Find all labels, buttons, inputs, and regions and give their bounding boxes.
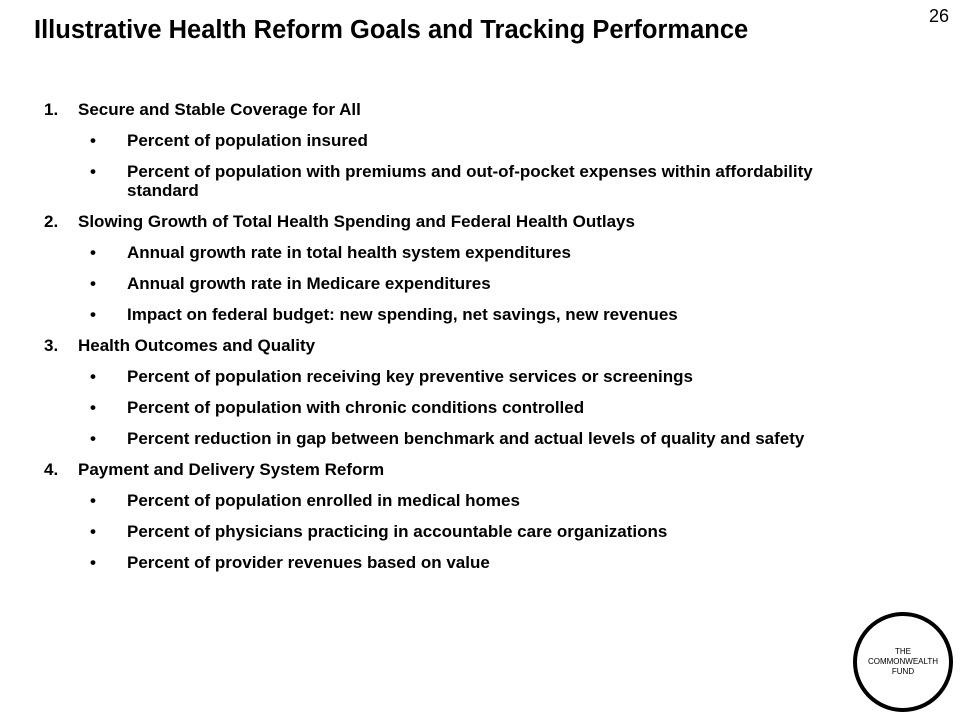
goal-3-heading	[44, 336, 884, 355]
bullet-text: Percent of population enrolled in medical homes	[127, 491, 520, 510]
bullet-icon: •	[90, 243, 96, 262]
logo-line-1: THE	[894, 647, 911, 656]
goal-label: Health Outcomes and Quality	[78, 336, 316, 355]
bullet-item	[90, 491, 884, 510]
goal-number: 3.	[44, 336, 59, 355]
bullet-item	[90, 305, 884, 324]
bullet-item	[90, 429, 884, 448]
page-number: 26	[928, 6, 949, 26]
bullet-icon: •	[90, 305, 96, 324]
bullet-text: Annual growth rate in total health system expenditures	[127, 243, 571, 262]
logo-line-3: FUND	[891, 667, 915, 676]
bullet-item	[90, 162, 884, 200]
bullet-icon: •	[90, 522, 96, 541]
bullet-icon: •	[90, 162, 96, 181]
goal-number: 2.	[44, 212, 59, 231]
logo-line-2: COMMONWEALTH	[867, 657, 939, 666]
commonwealth-fund-logo	[853, 612, 953, 712]
bullet-icon: •	[90, 491, 96, 510]
bullet-item	[90, 553, 884, 572]
bullet-item	[90, 243, 884, 262]
bullet-text: Annual growth rate in Medicare expenditures	[127, 274, 491, 293]
bullet-text: Percent of population insured	[127, 131, 368, 150]
bullet-icon: •	[90, 429, 96, 448]
bullet-item	[90, 522, 884, 541]
bullet-item	[90, 367, 884, 386]
bullet-text: Percent reduction in gap between benchmark and actual levels of quality and safety	[127, 429, 805, 448]
goal-4-heading	[44, 460, 884, 479]
bullet-text: Percent of population receiving key preventive services or screenings	[127, 367, 693, 386]
goal-1-heading	[44, 100, 884, 119]
bullet-icon: •	[90, 367, 96, 386]
bullet-item	[90, 398, 884, 417]
goal-number: 1.	[44, 100, 59, 119]
bullet-text: Percent of provider revenues based on value	[127, 553, 490, 572]
bullet-item	[90, 131, 884, 150]
goal-label: Payment and Delivery System Reform	[78, 460, 385, 479]
logo-text	[868, 647, 938, 677]
bullet-text: Percent of population with premiums and out-of-pocket expenses within affordability standard	[127, 162, 813, 200]
goal-2-heading	[44, 212, 884, 231]
goal-label: Secure and Stable Coverage for All	[78, 100, 361, 119]
goal-number: 4.	[44, 460, 59, 479]
goals-list	[44, 100, 884, 584]
bullet-item	[90, 274, 884, 293]
bullet-icon: •	[90, 274, 96, 293]
bullet-text: Percent of population with chronic conditions controlled	[127, 398, 585, 417]
bullet-icon: •	[90, 398, 96, 417]
bullet-icon: •	[90, 131, 96, 150]
bullet-text: Percent of physicians practicing in accountable care organizations	[127, 522, 668, 541]
bullet-text: Impact on federal budget: new spending, net savings, new revenues	[127, 305, 678, 324]
bullet-icon: •	[90, 553, 96, 572]
goal-label: Slowing Growth of Total Health Spending and Federal Health Outlays	[78, 212, 635, 231]
slide-title: Illustrative Health Reform Goals and Tracking Performance	[34, 16, 749, 44]
